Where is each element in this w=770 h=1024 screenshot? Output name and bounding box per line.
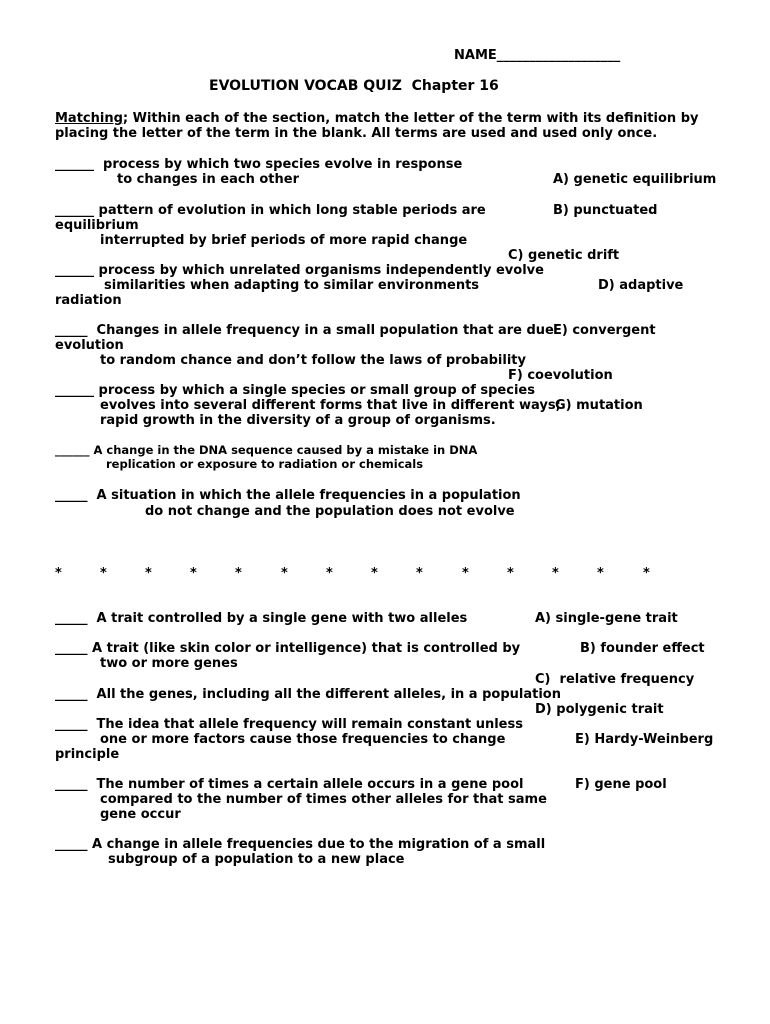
- term-option: C) relative frequency: [535, 672, 695, 687]
- definition-line: _____ A trait controlled by a single gene with two alleles: [55, 611, 468, 626]
- divider-star: *: [371, 566, 378, 581]
- divider-star: *: [462, 566, 469, 581]
- instructions-line-1: [55, 111, 698, 126]
- term-option: F) coevolution: [508, 368, 613, 383]
- definition-line: compared to the number of times other alleles for that same: [100, 792, 547, 807]
- page-title: EVOLUTION VOCAB QUIZ Chapter 16: [209, 78, 499, 94]
- definition-line: similarities when adapting to similar environments: [104, 278, 480, 293]
- instructions-lead: Matching: [55, 111, 123, 126]
- term-option: E) convergent: [553, 323, 656, 338]
- divider-star: *: [235, 566, 242, 581]
- term-option: E) Hardy-Weinberg: [575, 732, 714, 747]
- definition-line: _____ A situation in which the allele frequencies in a population: [55, 488, 521, 503]
- divider-star: *: [145, 566, 152, 581]
- definition-line: ______ A change in the DNA sequence caused by a mistake in DNA: [55, 443, 478, 457]
- definition-line: to changes in each other: [117, 172, 299, 187]
- divider-star: *: [416, 566, 423, 581]
- definition-line: _____ All the genes, including all the different alleles, in a population: [55, 687, 561, 702]
- term-option: B) punctuated: [553, 203, 658, 218]
- term-option: C) genetic drift: [508, 248, 620, 263]
- term-option: B) founder effect: [580, 641, 705, 656]
- definition-line: ______ process by which a single species or small group of species: [55, 383, 535, 398]
- definition-line: ______ process by which two species evolve in response: [55, 157, 463, 172]
- term-option: D) polygenic trait: [535, 702, 664, 717]
- divider-star: *: [643, 566, 650, 581]
- divider-star: *: [326, 566, 333, 581]
- divider-star: *: [190, 566, 197, 581]
- definition-line: ______ process by which unrelated organisms independently evolve: [55, 263, 544, 278]
- divider-star: *: [552, 566, 559, 581]
- definition-line: do not change and the population does not evolve: [145, 504, 515, 519]
- name-field-label: NAME___________________: [454, 48, 621, 63]
- definition-line: evolves into several different forms that live in different ways;: [100, 398, 561, 413]
- term-option: A) genetic equilibrium: [553, 172, 717, 187]
- definition-line: rapid growth in the diversity of a group of organisms.: [100, 413, 496, 428]
- term-option: A) single-gene trait: [535, 611, 678, 626]
- definition-line: replication or exposure to radiation or chemicals: [106, 457, 424, 471]
- definition-line: _____ The number of times a certain allele occurs in a gene pool: [55, 777, 524, 792]
- definition-line: gene occur: [100, 807, 181, 822]
- term-option: F) gene pool: [575, 777, 667, 792]
- definition-line: _____ The idea that allele frequency will remain constant unless: [55, 717, 523, 732]
- divider-star: *: [281, 566, 288, 581]
- definition-line: _____ A change in allele frequencies due to the migration of a small: [55, 837, 546, 852]
- instructions-line-2: placing the letter of the term in the blank. All terms are used and used only once.: [55, 126, 658, 141]
- definition-line: principle: [55, 747, 120, 762]
- definition-line: evolution: [55, 338, 124, 353]
- definition-line: interrupted by brief periods of more rapid change: [100, 233, 468, 248]
- definition-line: _____ Changes in allele frequency in a small population that are due: [55, 323, 554, 338]
- definition-line: subgroup of a population to a new place: [108, 852, 405, 867]
- definition-line: _____ A trait (like skin color or intelligence) that is controlled by: [55, 641, 521, 656]
- definition-line: radiation: [55, 293, 122, 308]
- divider-star: *: [55, 566, 62, 581]
- divider-star: *: [100, 566, 107, 581]
- definition-line: ______ pattern of evolution in which long stable periods are: [55, 203, 486, 218]
- definition-line: to random chance and don’t follow the laws of probability: [100, 353, 526, 368]
- instructions-text: ; Within each of the section, match the letter of the term with its definition by: [122, 111, 699, 126]
- term-option: D) adaptive: [598, 278, 684, 293]
- definition-line: two or more genes: [100, 656, 238, 671]
- definition-line: equilibrium: [55, 218, 139, 233]
- definition-line: one or more factors cause those frequencies to change: [100, 732, 506, 747]
- term-option: G) mutation: [555, 398, 643, 413]
- divider-star: *: [507, 566, 514, 581]
- divider-star: *: [597, 566, 604, 581]
